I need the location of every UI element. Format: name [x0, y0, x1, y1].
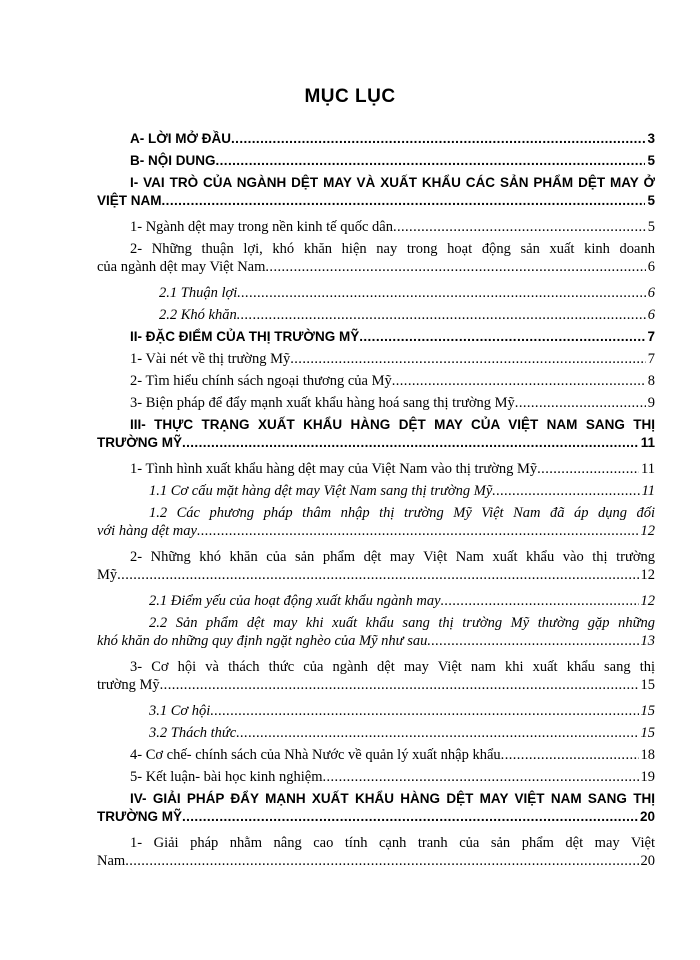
- toc-page-number: 5: [647, 153, 655, 168]
- toc-entry-text: 4- Cơ chế- chính sách của Nhà Nước về quản lý xuất nhập khẩu: [130, 747, 501, 763]
- toc-page-number: 20: [639, 809, 655, 824]
- toc-entry-text-line1: 1- Giải pháp nhằm nâng cao tính cạnh tranh của sản phẩm dệt may Việt: [130, 835, 655, 851]
- toc-entry-2-2: [97, 372, 655, 390]
- toc-entry-text-line1: III- THỰC TRẠNG XUẤT KHẨU HÀNG DỆT MAY CỦA VIỆT NAM SANG THỊ: [130, 417, 655, 432]
- toc-entry-text: TRƯỜNG MỸ: [97, 809, 182, 824]
- toc-entry-section-2: [97, 328, 655, 346]
- toc-entry-section-3: [97, 416, 655, 452]
- dot-leader: [322, 768, 638, 786]
- dot-leader: [162, 192, 646, 210]
- toc-entry-text-line1: 2.2 Sản phẩm dệt may khi xuất khẩu sang thị trường Mỹ thường gặp những: [149, 615, 655, 631]
- toc-page-number: 20: [640, 853, 655, 869]
- dot-leader: [216, 152, 646, 170]
- dot-leader: [537, 460, 639, 478]
- dot-leader: [392, 372, 646, 390]
- toc-entry-text: 3.1 Cơ hội: [149, 703, 211, 719]
- toc-entry-3-1: [97, 460, 655, 478]
- toc-entry-section-4: [97, 790, 655, 826]
- toc-entry-text-line1: 1.2 Các phương pháp thâm nhập thị trường Mỹ Việt Nam đã áp dụng đối: [149, 505, 655, 521]
- toc-entry-text-line1: 2- Những thuận lợi, khó khăn hiện nay trong hoạt động sản xuất kinh doanh: [130, 241, 655, 257]
- toc-page-number: 11: [641, 483, 655, 499]
- toc-entry-text: 1- Tình hình xuất khẩu hàng dệt may của Việt Nam vào thị trường Mỹ: [130, 461, 538, 477]
- toc-entry-3-4: [97, 746, 655, 764]
- dot-leader: [117, 566, 638, 584]
- toc-page-number: 11: [641, 461, 655, 477]
- toc-page-number: 15: [640, 677, 655, 693]
- dot-leader: [231, 130, 645, 148]
- toc-entry-3-2-1: [97, 592, 655, 610]
- toc-entry-3-3: [97, 658, 655, 694]
- dot-leader: [197, 522, 639, 540]
- toc-entry-text-line1: 3- Cơ hội và thách thức của ngành dệt may Việt nam khi xuất khẩu sang thị: [130, 659, 655, 675]
- toc-entry-2-3: [97, 394, 655, 412]
- toc-page-number: 15: [640, 725, 655, 741]
- toc-entry-text-line1: IV- GIẢI PHÁP ĐẨY MẠNH XUẤT KHẨU HÀNG DỆT MAY VIỆT NAM SANG THỊ: [130, 791, 655, 806]
- dot-leader: [427, 632, 638, 650]
- toc-entry-text: 2.1 Điểm yếu của hoạt động xuất khẩu ngành may: [149, 593, 441, 609]
- toc-entry-text-line1: I- VAI TRÒ CỦA NGÀNH DỆT MAY VÀ XUẤT KHẨU CÁC SẢN PHẨM DỆT MAY Ở: [130, 175, 655, 190]
- dot-leader: [160, 676, 639, 694]
- toc-page-number: 12: [640, 567, 655, 583]
- toc-entry-text-line1: 2- Những khó khăn của sản phẩm dệt may Việt Nam xuất khẩu vào thị trường: [130, 549, 655, 565]
- toc-entry-1-2-1: [97, 284, 655, 302]
- toc-page-number: 7: [647, 351, 655, 367]
- toc-entry-3-3-1: [97, 702, 655, 720]
- toc-entry-intro: [97, 130, 655, 148]
- toc-entry-text: với hàng dệt may: [97, 523, 197, 539]
- dot-leader: [393, 218, 646, 236]
- toc-page-number: 5: [647, 193, 655, 208]
- toc-page-number: 15: [640, 703, 655, 719]
- toc-page-number: 3: [647, 131, 655, 146]
- dot-leader: [182, 808, 638, 826]
- toc-entry-text: 1- Vài nét về thị trường Mỹ: [130, 351, 291, 367]
- toc-page-number: 9: [647, 395, 655, 411]
- toc-entry-text: B- NỘI DUNG: [130, 153, 216, 168]
- toc-entry-text: 1- Ngành dệt may trong nền kinh tế quốc dân: [130, 219, 393, 235]
- dot-leader: [125, 852, 638, 870]
- toc-entry-4-1: [97, 834, 655, 870]
- toc-page-number: 5: [647, 219, 655, 235]
- dot-leader: [441, 592, 639, 610]
- toc-entry-text: TRƯỜNG MỸ: [97, 435, 182, 450]
- toc-entry-3-2: [97, 548, 655, 584]
- toc-entry-text: II- ĐẶC ĐIỂM CỦA THỊ TRƯỜNG MỸ: [130, 329, 360, 344]
- toc-entry-text: VIỆT NAM: [97, 193, 162, 208]
- toc-entry-text: 1.1 Cơ cấu mặt hàng dệt may Việt Nam sang thị trường Mỹ: [149, 483, 493, 499]
- toc-entry-text: 3- Biện pháp để đẩy mạnh xuất khẩu hàng hoá sang thị trường Mỹ: [130, 395, 515, 411]
- toc-entry-3-3-2: [97, 724, 655, 742]
- toc-page-number: 7: [647, 329, 655, 344]
- toc-entry-1-2: [97, 240, 655, 276]
- toc-page-number: 12: [640, 523, 655, 539]
- dot-leader: [359, 328, 645, 346]
- toc-entry-text: trường Mỹ: [97, 677, 160, 693]
- toc-page-number: 6: [647, 259, 655, 275]
- toc-entry-text: 2.2 Khó khăn: [159, 307, 237, 323]
- toc-entry-text: A- LỜI MỞ ĐẦU: [130, 131, 232, 146]
- dot-leader: [492, 482, 639, 500]
- toc-entry-text: của ngành dệt may Việt Nam: [97, 259, 266, 275]
- toc-entry-text: Mỹ: [97, 567, 118, 583]
- toc-entry-text: 5- Kết luận- bài học kinh nghiệm: [130, 769, 323, 785]
- toc-page-number: 8: [647, 373, 655, 389]
- dot-leader: [236, 724, 638, 742]
- toc-page-number: 13: [640, 633, 655, 649]
- dot-leader: [182, 434, 639, 452]
- toc-entry-text: 2- Tìm hiểu chính sách ngoại thương của Mỹ: [130, 373, 392, 389]
- toc-entry-3-1-1: [97, 482, 655, 500]
- dot-leader: [290, 350, 646, 368]
- page-title: MỤC LỤC: [304, 86, 396, 107]
- dot-leader: [515, 394, 646, 412]
- toc-page-number: 6: [647, 285, 655, 301]
- toc-page-number: 6: [647, 307, 655, 323]
- toc-entry-3-2-2: [97, 614, 655, 650]
- toc-page-number: 19: [640, 769, 655, 785]
- toc-entry-3-5: [97, 768, 655, 786]
- toc-entry-1-1: [97, 218, 655, 236]
- dot-leader: [501, 746, 639, 764]
- toc-page-number: 12: [640, 593, 655, 609]
- toc-entry-text: khó khăn do những quy định ngặt nghèo của Mỹ như sau: [97, 633, 428, 649]
- toc-page-number: 11: [640, 435, 655, 450]
- toc-entry-3-1-2: [97, 504, 655, 540]
- toc-entry-2-1: [97, 350, 655, 368]
- toc-page-number: 18: [640, 747, 655, 763]
- toc-entry-text: Nam: [97, 853, 126, 869]
- dot-leader: [237, 284, 646, 302]
- dot-leader: [265, 258, 645, 276]
- toc-entry-1-2-2: [97, 306, 655, 324]
- toc-entry-section-1: [97, 174, 655, 210]
- toc-entry-text: 2.1 Thuận lợi: [159, 285, 238, 301]
- toc-entry-text: 3.2 Thách thức: [149, 725, 237, 741]
- dot-leader: [237, 306, 646, 324]
- dot-leader: [210, 702, 638, 720]
- toc-entry-content: [97, 152, 655, 170]
